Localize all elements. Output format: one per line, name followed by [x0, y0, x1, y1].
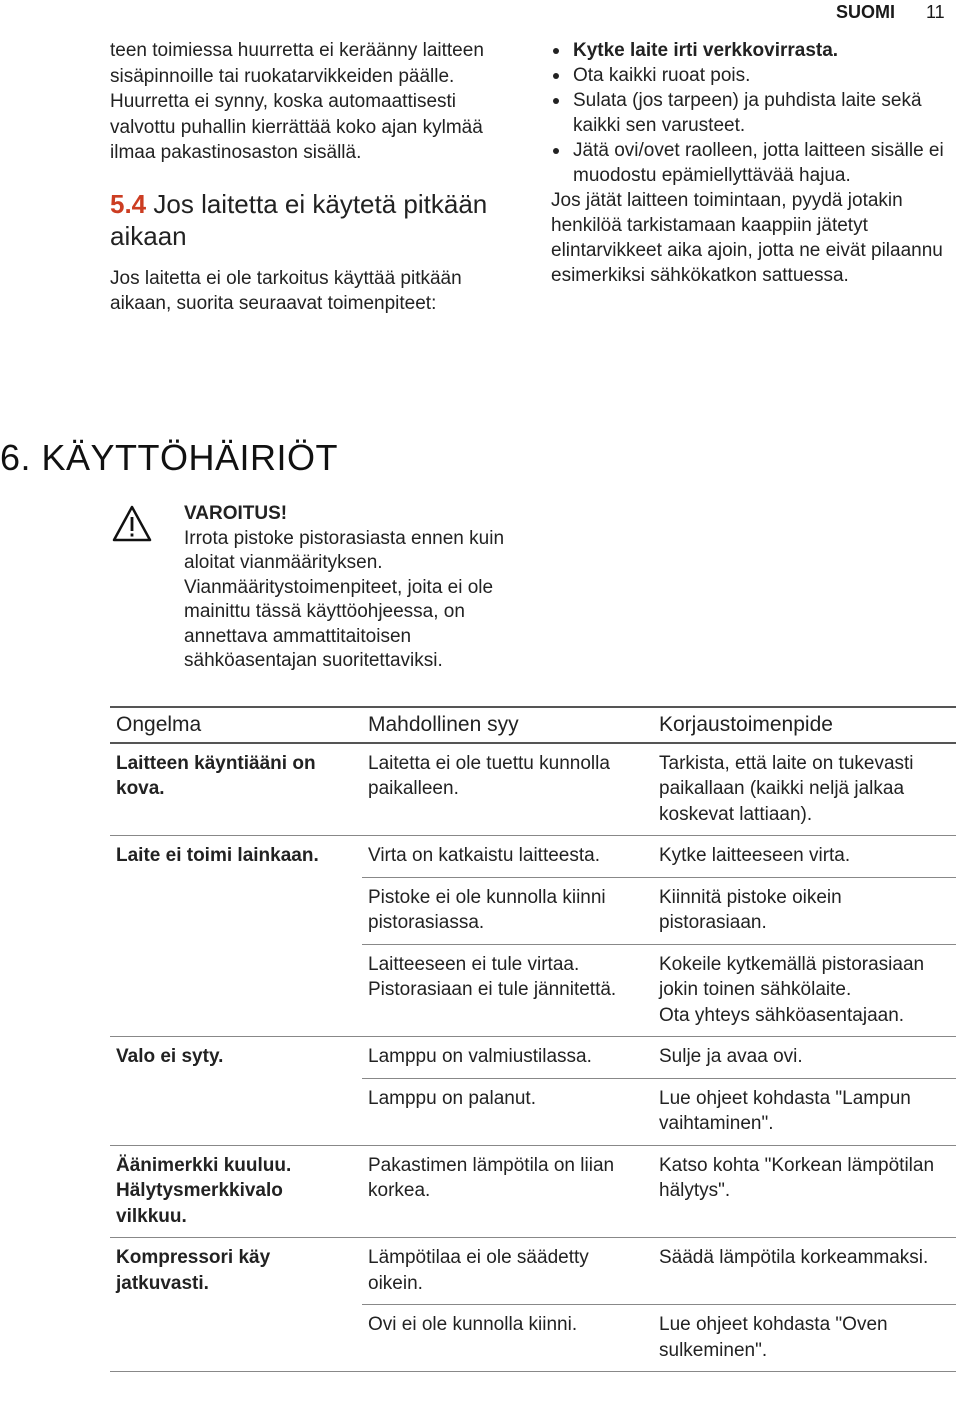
fix-cell: Kiinnitä pistoke oikein pistorasiaan. — [653, 877, 956, 944]
language-label: SUOMI — [836, 2, 896, 22]
table-row — [110, 877, 956, 944]
list-item: Jätä ovi/ovet raolleen, jotta laitteen sisälle ei muodostu epämiellyttävää hajua. — [551, 138, 956, 188]
section-number: 5.4 — [110, 188, 147, 219]
column-header: Mahdollinen syy — [362, 707, 653, 743]
list-item: Sulata (jos tarpeen) ja puhdista laite sekä kaikki sen varusteet. — [551, 88, 956, 138]
left-column — [110, 38, 520, 317]
intro-text-2: Huurretta ei synny, koska automaattisesti valvottu puhallin kierrättää koko ajan kylmää ilmaa pakastinosaston sisällä. — [110, 91, 483, 163]
cause-cell: Virta on katkaistu laitteesta. — [362, 836, 653, 878]
chapter-title: 6. KÄYTTÖHÄIRIÖT — [0, 437, 339, 478]
steps-list — [551, 38, 956, 188]
section-title — [110, 188, 520, 252]
table-row — [110, 1078, 956, 1145]
problem-cell: Laitteen käyntiääni on kova. — [110, 743, 362, 836]
fix-cell: Lue ohjeet kohdasta "Oven sulkeminen". — [653, 1305, 956, 1372]
list-item: Ota kaikki ruoat pois. — [551, 63, 956, 88]
table-header-row — [110, 707, 956, 743]
section-title-text: Jos laitetta ei käytetä pitkään aikaan — [110, 188, 488, 251]
column-header: Ongelma — [110, 707, 362, 743]
fix-text-2: Ota yhteys sähköasentajaan. — [659, 1004, 905, 1026]
fix-cell: Lue ohjeet kohdasta "Lampun vaihtaminen". — [653, 1078, 956, 1145]
cause-cell: Lamppu on palanut. — [362, 1078, 653, 1145]
page-number: 11 — [926, 2, 945, 22]
problem-cell: Kompressori käy jatkuvasti. — [116, 1247, 271, 1294]
warning-triangle-icon — [112, 504, 152, 544]
problem-cell: Laite ei toimi lainkaan. — [116, 845, 319, 866]
problem-cell — [110, 877, 362, 944]
problem-cell — [110, 1305, 362, 1372]
fix-cell: Säädä lämpötila korkeammaksi. — [653, 1238, 956, 1305]
list-item: Kytke laite irti verkkovirrasta. — [551, 38, 956, 63]
warning-line-2: Vianmääritystoimenpiteet, joita ei ole mainittu tässä käyttöohjeessa, on annettava ammattitaitoisen sähköasentajan suoritettaviksi. — [184, 576, 494, 671]
cause-cell: Laitetta ei ole tuettu kunnolla paikalleen. — [362, 743, 653, 836]
cause-cell: Pistoke ei ole kunnolla kiinni pistorasiassa. — [362, 877, 653, 944]
cause-cell: Laitteeseen ei tule virtaa. Pistorasiaan ei tule jännitettä. — [362, 944, 653, 1037]
warning-line-1: Irrota pistoke pistorasiasta ennen kuin aloitat vianmäärityksen. — [184, 527, 505, 573]
fix-cell: Kytke laitteeseen virta. — [653, 836, 956, 878]
intro-text: teen toimiessa huurretta ei keräänny laitteen sisäpinnoille tai ruokatarvikkeiden päälle. — [110, 40, 484, 87]
cause-cell: Ovi ei ole kunnolla kiinni. — [362, 1305, 653, 1372]
problem-cell — [110, 1078, 362, 1145]
problem-cell — [110, 944, 362, 1037]
fix-cell: Tarkista, että laite on tukevasti paikallaan (kaikki neljä jalkaa koskevat lattiaan). — [653, 743, 956, 836]
fix-cell: Katso kohta "Korkean lämpötilan hälytys". — [653, 1145, 956, 1238]
problem-cell: Äänimerkki kuuluu. Hälytysmerkkivalo vilkkuu. — [110, 1145, 362, 1238]
warning-title: VAROITUS! — [184, 503, 288, 524]
cause-cell: Lamppu on valmiustilassa. — [362, 1037, 653, 1079]
troubleshooting-table — [110, 706, 956, 1372]
table-row — [110, 944, 956, 1037]
column-header: Korjaustoimenpide — [653, 707, 956, 743]
fix-cell: Sulje ja avaa ovi. — [653, 1037, 956, 1079]
table-row — [110, 1305, 956, 1372]
warning-box — [184, 502, 524, 674]
table-row — [110, 836, 956, 878]
right-column — [551, 38, 956, 288]
fix-text: Kokeile kytkemällä pistorasiaan jokin toinen sähkölaite. — [659, 953, 925, 1000]
cause-cell: Lämpötilaa ei ole säädetty oikein. — [362, 1238, 653, 1305]
table-row — [110, 1145, 956, 1238]
closing-text: Jos jätät laitteen toimintaan, pyydä jotakin henkilöä tarkistamaan kaappiin jätetyt elintarvikkeet aika ajoin, jotta ne eivät pilaannu esimerkiksi sähkökatkon sattuessa. — [551, 190, 943, 286]
fix-cell — [653, 944, 956, 1037]
section-intro: Jos laitetta ei ole tarkoitus käyttää pitkään aikaan, suorita seuraavat toimenpiteet: — [110, 267, 462, 314]
table-row — [110, 1037, 956, 1079]
table-row — [110, 743, 956, 836]
problem-cell: Valo ei syty. — [116, 1046, 224, 1067]
table-row — [110, 1238, 956, 1305]
cause-cell: Pakastimen lämpötila on liian korkea. — [362, 1145, 653, 1238]
